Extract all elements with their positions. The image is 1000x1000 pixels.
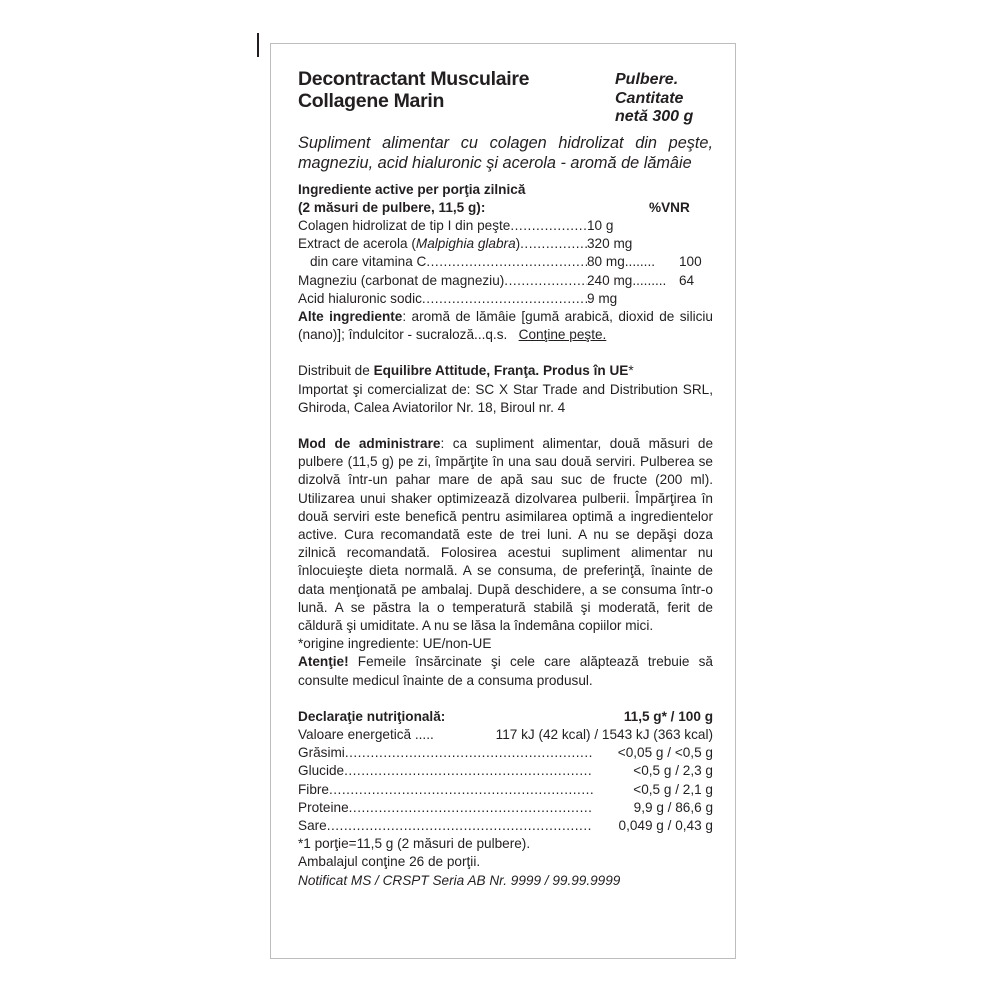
ingredient-row [298,272,713,290]
label-content [298,68,713,890]
nutrient-label: Glucide [298,763,345,779]
administration-text: Mod de administrare: ca supliment alimentar, două măsuri de pulbere (11,5 g) pe zi, împărţite în una sau două serviri. Pulberea se dizolvă într-un pahar mare de apă sau suc de fructe (200 ml). Utilizarea unui shaker optimizează dizolvarea pulberii. Împărţirea în două serviri este benefică pentru asimilarea optimă a ingredientelor active. Cura recomandată este de trei luni. A nu se depăşi doza zilnică recomandată. Folosirea acestui supliment alimentar nu înlocuieşte dieta normală. A se consuma, de preferinţă, înainte de data menţionată pe ambalaj. După deschidere, a se consuma într-o lună. A se păstra la o temperatură stabilă şi moderată, ferit de căldură şi umiditate. A nu se lăsa la îndemâna copiilor mici. [298,435,713,633]
nutrient-label: Sare [298,818,327,833]
nutrient-value: <0,5 g / 2,1 g [633,781,713,797]
nutrition-row [298,762,713,780]
vnr-header: %VNR [649,199,690,215]
notification-number: Notificat MS / CRSPT Seria AB Nr. 9999 / 99.99.9999 [298,872,621,888]
ingredient-name: Acid hialuronic sodic [298,290,422,306]
crop-mark [257,33,259,57]
ingredient-vnr: 100 [679,254,702,270]
warning-label: Atenţie! [298,654,349,670]
other-ingredients-text: : aromă de lămâie [gumă arabică, dioxid de siliciu (nano)]; îndulcitor - sucraloză...q.s. [298,308,713,343]
ingredient-row [298,217,713,235]
dot-leader [329,781,593,799]
nutrient-value: <0,5 g / 2,3 g [633,763,713,779]
energy-value: 117 kJ (42 kcal) / 1543 kJ (363 kcal) [495,726,713,742]
ingredient-amount: 320 mg [587,236,633,252]
ingredient-name: Colagen hidrolizat de tip I din peşte [298,217,511,233]
ingredient-row [298,235,713,253]
product-title [298,68,529,127]
nutrient-label: Proteine [298,799,349,815]
dot-leader [426,253,587,271]
dot-leader [510,217,587,235]
ingredient-amount: 240 mg......... [587,272,667,288]
nutrition-header [298,708,713,726]
nutrition-row [298,781,713,799]
distribution-section [298,362,713,417]
net-quantity-line1: Pulbere. [615,71,679,88]
ingredient-name: Magneziu (carbonat de magneziu) [298,272,505,288]
nutrition-row [298,744,713,762]
ingredient-amount: 10 g [587,217,614,233]
ingredient-amount: 80 mg........ [587,254,655,270]
dot-leader [520,235,587,253]
nutrient-value: <0,05 g / <0,5 g [617,745,713,761]
nutrition-row-energy [298,726,713,744]
nutrient-value: 9,9 g / 86,6 g [633,799,713,815]
dot-leader [349,799,593,817]
nutrient-value: 0,049 g / 0,43 g [618,818,713,833]
distributor-line: Distribuit de Equilibre Attitude, Franţa. Produs în UE* [298,363,634,379]
distributor-name: Equilibre Attitude, Franţa. Produs în UE [373,363,629,379]
energy-label: Valoare energetică ..... [298,726,434,742]
nutrition-row [298,817,713,835]
nutrient-label: Grăsimi [298,745,345,761]
ingredient-name: Extract de acerola (Malpighia glabra) [298,236,521,252]
serving-note: *1 porţie=11,5 g (2 măsuri de pulbere). [298,836,531,852]
other-ingredients [298,308,713,344]
net-quantity-line3: netă 300 g [615,108,694,125]
product-label [270,43,736,959]
ingredients-subheading: (2 măsuri de pulbere, 11,5 g): [298,199,486,215]
ingredient-row [298,253,713,271]
net-quantity [615,71,713,127]
nutrition-section [298,708,713,890]
nutrition-columns: 11,5 g* / 100 g [623,708,713,724]
ingredient-vnr: 64 [679,272,695,288]
dot-leader [327,817,593,835]
product-title-line1: Decontractant Musculaire [298,68,530,90]
ingredient-amount: 9 mg [587,290,618,306]
nutrition-row [298,799,713,817]
product-title-line2: Collagene Marin [298,90,445,112]
portions-note: Ambalajul conţine 26 de porţii. [298,854,481,870]
importer-text: Importat şi comercializat de: SC X Star Trade and Distribution SRL, Ghiroda, Calea Aviatorilor Nr. 18, Biroul nr. 4 [298,381,713,415]
other-ingredients-label: Alte ingrediente [298,308,403,324]
nutrient-label: Fibre [298,781,329,797]
allergen-note: Conţine peşte. [518,327,607,343]
warning-text: Atenţie! Femeile însărcinate şi cele care alăptează trebuie să consulte medicul înainte de a consuma produsul. [298,654,713,688]
net-quantity-line2: Cantitate [615,89,684,107]
nutrition-heading: Declaraţie nutriţională: [298,708,446,724]
label-header [298,68,713,127]
origin-note: *origine ingrediente: UE/non-UE [298,636,492,652]
ingredient-name: din care vitamina C [310,254,427,270]
dot-leader [504,272,587,290]
dot-leader [422,290,587,308]
ingredients-section [298,181,713,345]
ingredients-heading: Ingrediente active per porţia zilnică [298,181,526,197]
administration-label: Mod de administrare [298,435,441,451]
dot-leader [345,744,593,762]
ingredient-row [298,290,713,308]
product-subtitle: Supliment alimentar cu colagen hidrolizat din peşte, magneziu, acid hialuronic şi acerola - aromă de lămâie [298,133,713,172]
ingredients-subheading-row [298,199,713,217]
dot-leader [344,762,593,780]
administration-section [298,435,713,690]
